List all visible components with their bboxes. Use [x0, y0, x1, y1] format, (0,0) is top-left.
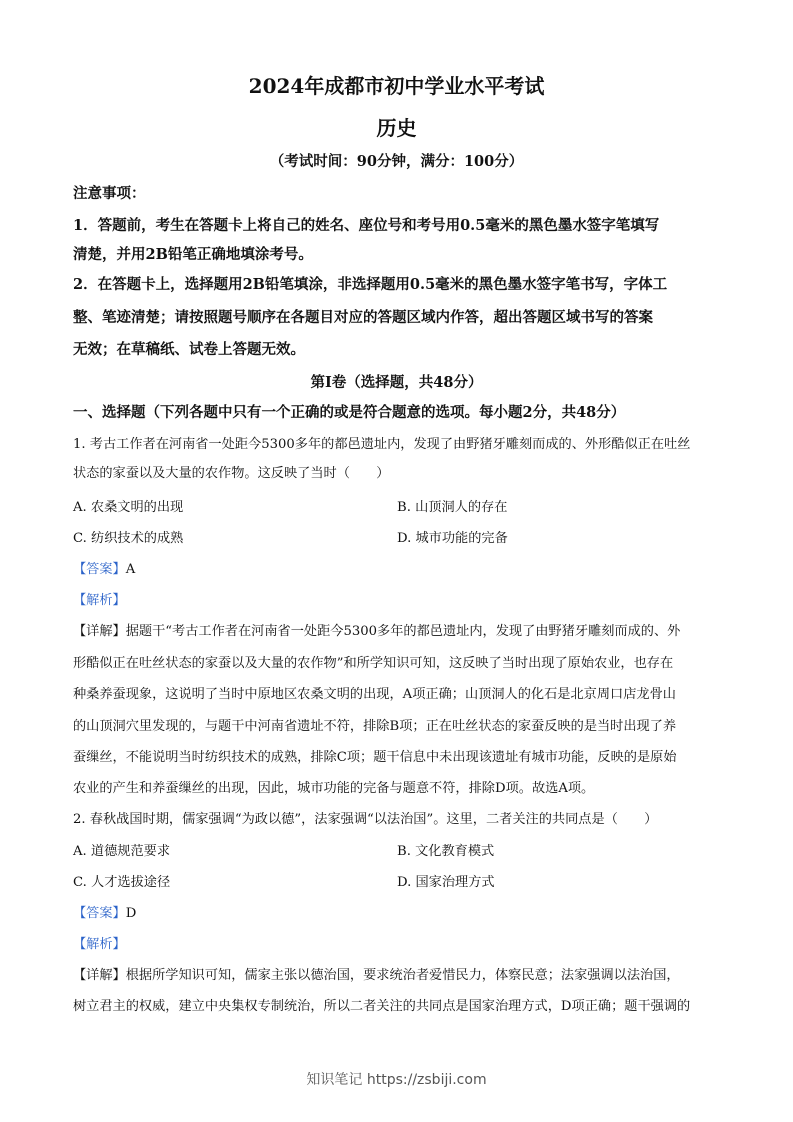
q1-detail-line: 形酷似正在吐丝状态的家蚕以及大量的农作物”和所学知识可知，这反映了当时出现了原始农业，也存在 [73, 656, 674, 671]
q2-stem-line: 2. 春秋战国时期，儒家强调“为政以德”，法家强调“以法治国”。这里，二者关注的共同点是（ ） [73, 812, 658, 827]
q1-detail-line [73, 620, 680, 639]
q2-option-c: C. 人才选拔途径 [73, 875, 171, 890]
q2-option-b: B. 文化教育模式 [397, 844, 495, 859]
detail-text: 根据所学知识可知，儒家主张以德治国，要求统治者爱惜民力，体察民意；法家强调以法治国， [125, 968, 680, 983]
notice-line: 整、笔迹清楚；请按照题号顺序在各题目对应的答题区域内作答，超出答题区域书写的答案 [73, 309, 653, 326]
q1-option-d: D. 城市功能的完备 [397, 531, 508, 546]
answer-tag: 【答案】 [73, 562, 126, 577]
part-title: 一、选择题（下列各题中只有一个正确的或是符合题意的选项。每小题2分，共48分） [73, 404, 626, 421]
subject-title: 历史 [376, 116, 417, 140]
detail-tag: 【详解】 [73, 624, 126, 639]
answer-value: A [125, 562, 136, 577]
q2-option-d: D. 国家治理方式 [397, 875, 495, 890]
answer-tag: 【答案】 [73, 906, 126, 921]
notice-line: 清楚，并用2B铅笔正确地填涂考号。 [73, 246, 313, 263]
footer-watermark: 知识笔记 https://zsbiji.com [306, 1072, 487, 1088]
volume-title: 第Ⅰ卷（选择题，共48分） [310, 374, 483, 391]
q1-option-a: A. 农桑文明的出现 [73, 500, 184, 515]
q1-detail-line: 蚕缫丝，不能说明当时纺织技术的成熟，排除C项；题干信息中未出现该遗址有城市功能，反映的是原始 [73, 750, 677, 765]
exam-title: 2024年成都市初中学业水平考试 [248, 74, 545, 98]
q1-option-b: B. 山顶洞人的存在 [397, 500, 508, 515]
q1-stem-line: 1. 考古工作者在河南省一处距今5300多年的都邑遗址内，发现了由野猪牙雕刻而成的、外形酷似正在吐丝 [73, 437, 691, 452]
q1-stem-line: 状态的家蚕以及大量的农作物。这反映了当时（ ） [73, 466, 390, 481]
answer-value: D [125, 906, 137, 921]
q1-detail-line: 种桑养蚕现象，这说明了当时中原地区农桑文明的出现，A项正确；山顶洞人的化石是北京周口店龙骨山 [73, 687, 676, 702]
notice-line: 1．答题前，考生在答题卡上将自己的姓名、座位号和考号用0.5毫米的黑色墨水签字笔填写 [73, 217, 660, 234]
q2-option-a: A. 道德规范要求 [73, 844, 171, 859]
q2-detail-line [73, 964, 680, 983]
analysis-tag: 【解析】 [73, 937, 126, 952]
notice-heading: 注意事项： [73, 185, 146, 202]
q2-answer [73, 902, 136, 921]
q1-detail-line: 农业的产生和养蚕缫丝的出现，因此，城市功能的完备与题意不符，排除D项。故选A项。 [73, 781, 595, 796]
detail-text: 据题干“考古工作者在河南省一处距今5300多年的都邑遗址内，发现了由野猪牙雕刻而成的、外 [125, 624, 681, 639]
analysis-tag: 【解析】 [73, 593, 126, 608]
exam-info: （考试时间：90分钟，满分：100分） [269, 153, 524, 170]
q1-detail-line: 的山顶洞穴里发现的，与题干中河南省遗址不符，排除B项；正在吐丝状态的家蚕反映的是当时出现了养 [73, 719, 677, 734]
detail-tag: 【详解】 [73, 968, 126, 983]
q1-option-c: C. 纺织技术的成熟 [73, 531, 184, 546]
q1-answer [73, 558, 135, 577]
notice-line: 2．在答题卡上，选择题用2B铅笔填涂，非选择题用0.5毫米的黑色墨水签字笔书写，字体工 [73, 276, 668, 293]
notice-line: 无效；在草稿纸、试卷上答题无效。 [73, 341, 305, 358]
q2-detail-line: 树立君主的权威，建立中央集权专制统治，所以二者关注的共同点是国家治理方式，D项正确；题干强调的 [73, 999, 691, 1014]
